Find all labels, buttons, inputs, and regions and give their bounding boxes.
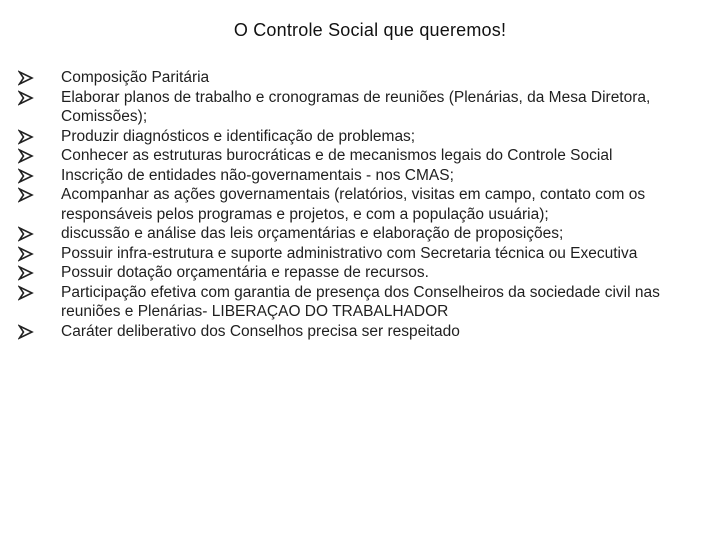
list-item: [18, 244, 708, 264]
list-item: [18, 283, 708, 322]
arrowhead-bullet-icon: [18, 185, 34, 204]
arrowhead-bullet-icon: [18, 322, 34, 341]
list-item: [18, 127, 708, 147]
list-item: [18, 68, 708, 88]
list-item-text: Elaborar planos de trabalho e cronogramas de reuniões (Plenárias, da Mesa Diretora, Comissões);: [61, 88, 651, 125]
arrowhead-bullet-icon: [18, 146, 34, 165]
list-item-text: Participação efetiva com garantia de presença dos Conselheiros da sociedade civil nas reuniões e Plenárias- LIBERAÇAO DO TRABALHADOR: [61, 283, 660, 320]
list-item: [18, 185, 708, 224]
slide-title: O Controle Social que queremos!: [233, 20, 507, 40]
arrowhead-bullet-icon: [18, 283, 34, 302]
list-item-text: Possuir infra-estrutura e suporte administrativo com Secretaria técnica ou Executiva: [61, 244, 638, 262]
list-item: [18, 263, 708, 283]
arrowhead-bullet-icon: [18, 263, 34, 282]
list-item-text: Composição Paritária: [61, 69, 210, 86]
list-item: [18, 146, 708, 166]
list-item-text: discussão e análise das leis orçamentárias e elaboração de proposições;: [61, 225, 564, 242]
arrowhead-bullet-icon: [18, 166, 34, 185]
list-item-text: Acompanhar as ações governamentais (relatórios, visitas em campo, contato com os responsáveis pelos programas e projetos, e com a população usuária);: [61, 186, 646, 223]
arrowhead-bullet-icon: [18, 88, 34, 107]
arrowhead-bullet-icon: [18, 244, 34, 263]
list-item: [18, 224, 708, 244]
arrowhead-bullet-icon: [18, 68, 34, 87]
list-item-text: Produzir diagnósticos e identificação de problemas;: [61, 127, 416, 145]
list-item: [18, 322, 708, 342]
list-item-text: Conhecer as estruturas burocráticas e de mecanismos legais do Controle Social: [61, 147, 613, 164]
list-item: [18, 166, 708, 186]
list-item-text: Possuir dotação orçamentária e repasse de recursos.: [61, 264, 429, 281]
list-item-text: Inscrição de entidades não-governamentais - nos CMAS;: [61, 166, 454, 184]
arrowhead-bullet-icon: [18, 224, 34, 243]
list-item-text: Caráter deliberativo dos Conselhos precisa ser respeitado: [61, 322, 460, 340]
bullet-list: [18, 68, 708, 341]
list-item: [18, 88, 708, 127]
arrowhead-bullet-icon: [18, 127, 34, 146]
